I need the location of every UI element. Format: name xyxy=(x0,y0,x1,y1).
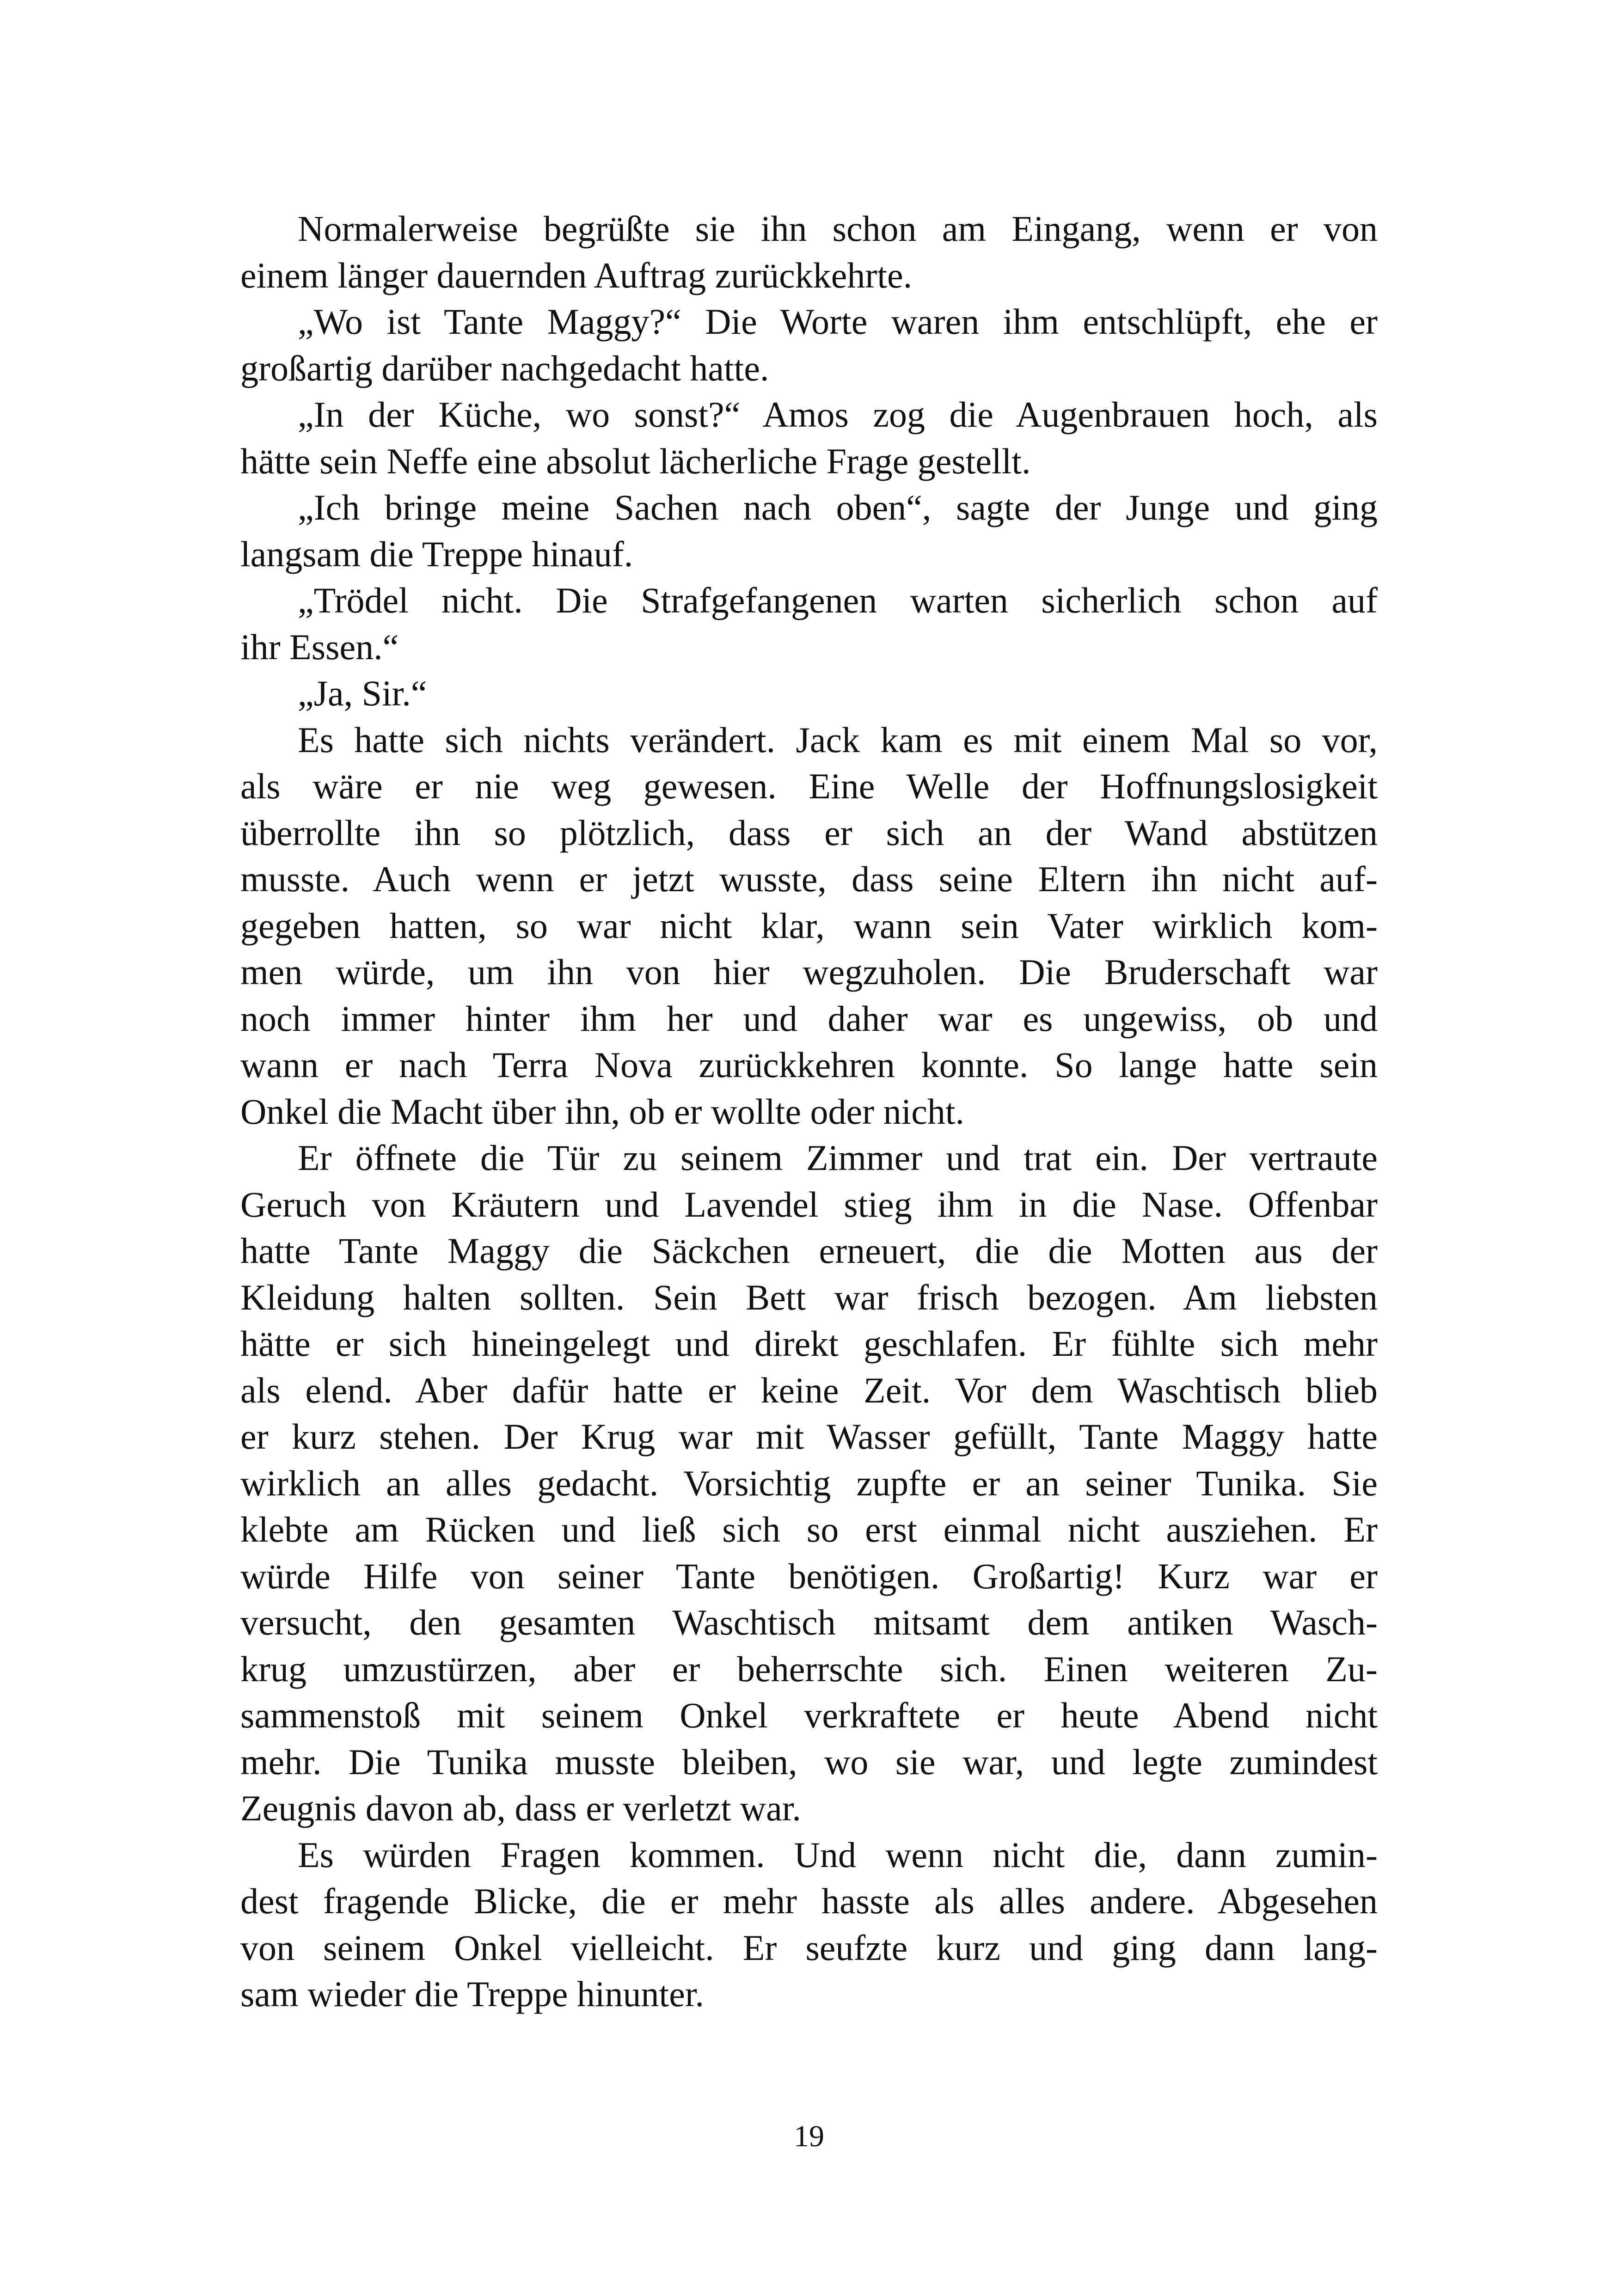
text-line: men würde, um ihn von hier wegzuholen. Die Bruderschaft war xyxy=(240,952,1378,992)
text-line: großartig darüber nachgedacht hatte. xyxy=(240,348,769,388)
text-line: hätte sein Neffe eine absolut lächerliche Frage gestellt. xyxy=(240,441,1031,481)
text-line: „Ja, Sir.“ xyxy=(298,673,427,713)
text-line: „Wo ist Tante Maggy?“ Die Worte waren ihm entschlüpft, ehe er xyxy=(298,301,1378,342)
page-number: 19 xyxy=(794,2119,824,2153)
text-line: klebte am Rücken und ließ sich so erst einmal nicht ausziehen. Er xyxy=(240,1509,1378,1549)
text-line: „Ich bringe meine Sachen nach oben“, sagte der Junge und ging xyxy=(298,487,1378,527)
text-line: gegeben hatten, so war nicht klar, wann sein Vater wirklich kom- xyxy=(240,905,1378,946)
text-line: einem länger dauernden Auftrag zurückkehrte. xyxy=(240,255,913,295)
body-text xyxy=(240,206,1378,2018)
text-line: als wäre er nie weg gewesen. Eine Welle der Hoffnungslosigkeit xyxy=(240,766,1378,806)
text-line: Normalerweise begrüßte sie ihn schon am Eingang, wenn er von xyxy=(298,208,1378,249)
text-line: langsam die Treppe hinauf. xyxy=(240,533,633,574)
text-line: „Trödel nicht. Die Strafgefangenen warten sicherlich schon auf xyxy=(298,580,1378,620)
text-line: sammenstoß mit seinem Onkel verkraftete er heute Abend nicht xyxy=(240,1695,1378,1735)
text-line: dest fragende Blicke, die er mehr hasste als alles andere. Abgesehen xyxy=(240,1881,1378,1921)
text-line: Kleidung halten sollten. Sein Bett war frisch bezogen. Am liebsten xyxy=(240,1277,1378,1317)
text-line: musste. Auch wenn er jetzt wusste, dass seine Eltern ihn nicht auf- xyxy=(240,859,1378,899)
text-line: würde Hilfe von seiner Tante benötigen. Großartig! Kurz war er xyxy=(240,1555,1378,1596)
text-line: „In der Küche, wo sonst?“ Amos zog die Augenbrauen hoch, als xyxy=(298,394,1378,435)
text-line: Er öffnete die Tür zu seinem Zimmer und trat ein. Der vertraute xyxy=(298,1138,1378,1178)
text-line: noch immer hinter ihm her und daher war es ungewiss, ob und xyxy=(240,998,1378,1039)
text-line: mehr. Die Tunika musste bleiben, wo sie war, und legte zumindest xyxy=(240,1741,1378,1782)
text-line: versucht, den gesamten Waschtisch mitsamt dem antiken Wasch- xyxy=(240,1602,1378,1642)
text-line: überrollte ihn so plötzlich, dass er sich an der Wand abstützen xyxy=(240,812,1378,853)
text-line: wann er nach Terra Nova zurückkehren konnte. So lange hatte sein xyxy=(240,1045,1378,1085)
text-line: krug umzustürzen, aber er beherrschte sich. Einen weiteren Zu- xyxy=(240,1648,1378,1689)
text-line: sam wieder die Treppe hinunter. xyxy=(240,1974,704,2014)
text-line: ihr Essen.“ xyxy=(240,626,399,667)
text-line: Zeugnis davon ab, dass er verletzt war. xyxy=(240,1788,801,1828)
text-line: wirklich an alles gedacht. Vorsichtig zupfte er an seiner Tunika. Sie xyxy=(240,1463,1378,1503)
text-line: Geruch von Kräutern und Lavendel stieg ihm in die Nase. Offenbar xyxy=(240,1184,1378,1225)
text-line: Es würden Fragen kommen. Und wenn nicht die, dann zumin- xyxy=(298,1834,1378,1875)
text-line: von seinem Onkel vielleicht. Er seufzte kurz und ging dann lang- xyxy=(240,1927,1378,1968)
text-line: hätte er sich hineingelegt und direkt geschlafen. Er fühlte sich mehr xyxy=(240,1323,1378,1364)
text-line: als elend. Aber dafür hatte er keine Zeit. Vor dem Waschtisch blieb xyxy=(240,1370,1378,1410)
text-line: Onkel die Macht über ihn, ob er wollte oder nicht. xyxy=(240,1091,965,1132)
text-line: Es hatte sich nichts verändert. Jack kam es mit einem Mal so vor, xyxy=(298,719,1378,760)
text-line: hatte Tante Maggy die Säckchen erneuert, die die Motten aus der xyxy=(240,1231,1378,1271)
text-line: er kurz stehen. Der Krug war mit Wasser gefüllt, Tante Maggy hatte xyxy=(240,1416,1378,1457)
